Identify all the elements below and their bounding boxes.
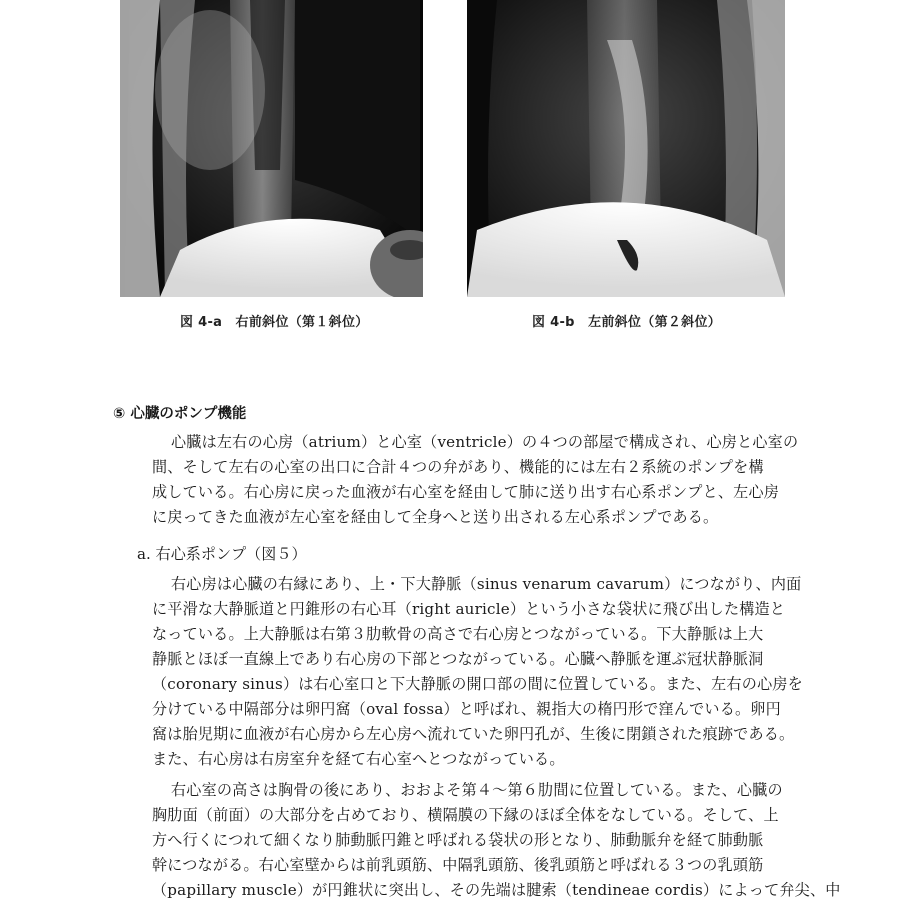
figure-4a-caption: 図 4-a 右前斜位（第１斜位） (180, 315, 369, 330)
intro-line: に戻ってきた血液が左心室を経由して全身へと送り出される左心系ポンプである。 (152, 508, 719, 526)
figure-4b-caption: 図 4-b 左前斜位（第２斜位） (532, 315, 722, 330)
para1-line: （coronary sinus）は右心室口と下大静脈の開口部の間に位置している。また、左右の心房を (152, 675, 803, 693)
para1-line: なっている。上大静脈は右第３肋軟骨の高さで右心房とつながっている。下大静脈は上大 (152, 625, 764, 643)
para2-line: 幹につながる。右心室壁からは前乳頭筋、中隔乳頭筋、後乳頭筋と呼ばれる３つの乳頭筋 (152, 856, 764, 874)
para2-line: 胸肋面（前面）の大部分を占めており、横隔膜の下縁のほぼ全体をなしている。そして、上 (152, 806, 779, 824)
para1-line: 分けている中隔部分は卵円窩（oval fossa）と呼ばれ、親指大の楕円形で窪んでいる。卵円 (152, 700, 781, 718)
figure-4b-xray-image (467, 0, 785, 297)
intro-line: 成している。右心房に戻った血液が右心室を経由して肺に送り出す右心系ポンプと、左心房 (152, 483, 780, 501)
para1-line: 右心房は心臓の右縁にあり、上・下大静脈（sinus venarum cavarum）につながり、内面 (171, 575, 802, 593)
section-title: ⑤ 心臓のポンプ機能 (113, 406, 247, 422)
para2-line: 右心室の高さは胸骨の後にあり、おおよそ第４～第６肋間に位置している。また、心臓の (171, 781, 783, 799)
figure-4a-xray-image (120, 0, 423, 297)
para1-line: に平滑な大静脈道と円錐形の右心耳（right auricle）という小さな袋状に飛び出した構造と (152, 600, 786, 618)
para1-line: また、右心房は右房室弁を経て右心室へとつながっている。 (152, 750, 565, 768)
intro-line: 間、そして左右の心室の出口に合計４つの弁があり、機能的には左右２系統のポンプを構 (152, 458, 764, 476)
para1-line: 静脈とほぼ一直線上であり右心房の下部とつながっている。心臓へ静脈を運ぶ冠状静脈洞 (152, 650, 764, 668)
para1-line: 窩は胎児期に血液が右心房から左心房へ流れていた卵円孔が、生後に閉鎖された痕跡である。 (152, 725, 795, 743)
intro-line: 心臓は左右の心房（atrium）と心室（ventricle）の４つの部屋で構成され、心房と心室の (171, 433, 799, 451)
para2-line: 方へ行くにつれて細くなり肺動脈円錐と呼ばれる袋状の形となり、肺動脈弁を経て肺動脈 (152, 831, 764, 849)
para2-line: （papillary muscle）が円錐状に突出し、その先端は腱索（tendineae cordis）によって弁尖、中 (152, 881, 841, 899)
subsection-a-title: a. 右心系ポンプ（図５） (137, 545, 307, 563)
